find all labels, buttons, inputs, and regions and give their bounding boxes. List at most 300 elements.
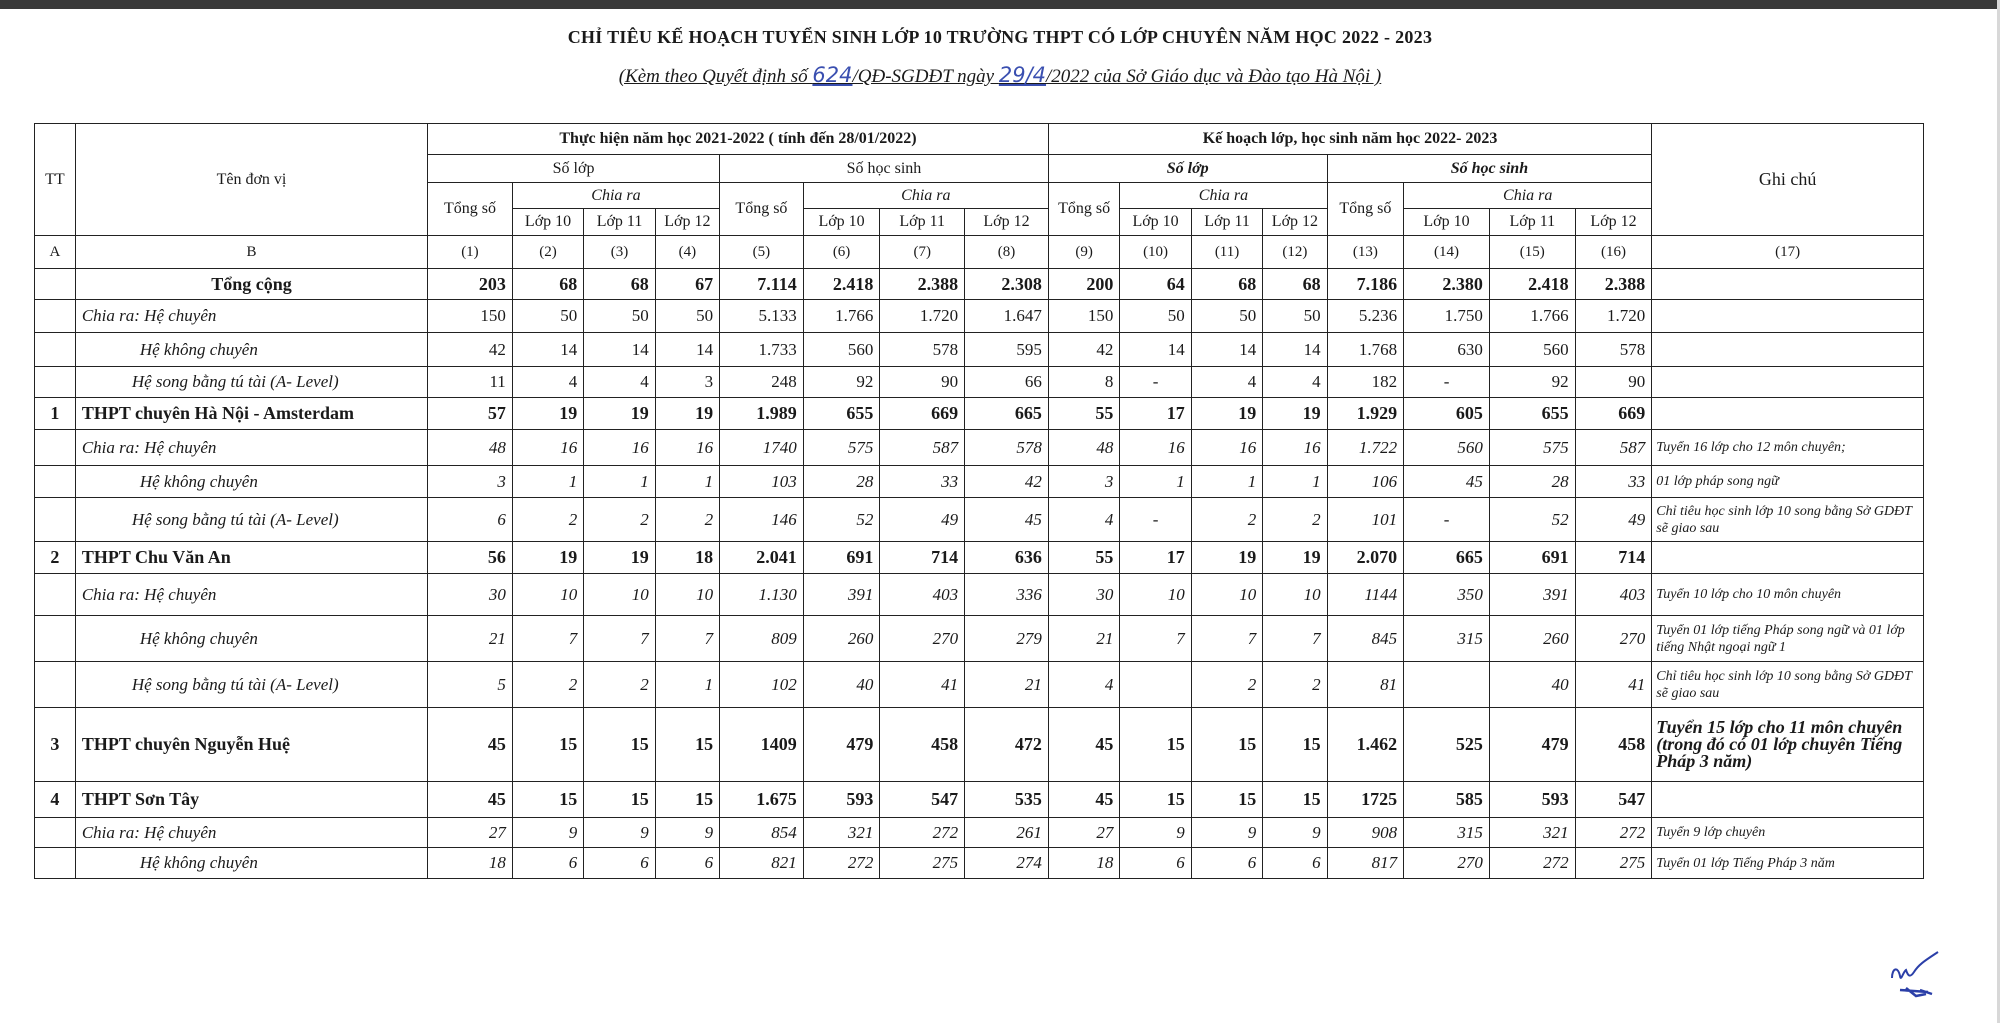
value-cell: 49 — [880, 498, 965, 542]
value-cell: 321 — [1489, 818, 1575, 848]
unit-name: THPT Sơn Tây — [75, 782, 427, 818]
value-cell: 1725 — [1327, 782, 1404, 818]
row-number — [35, 367, 76, 398]
unit-name: Chia ra: Hệ chuyên — [75, 574, 427, 616]
value-cell: 52 — [1489, 498, 1575, 542]
value-cell: 4 — [584, 367, 655, 398]
value-cell: 10 — [512, 574, 583, 616]
signature-mark — [1886, 950, 1946, 1008]
unit-name: Hệ song bằng tú tài (A- Level) — [75, 367, 427, 398]
note-cell: Tuyển 01 lớp tiếng Pháp song ngữ và 01 lớp tiếng Nhật ngoại ngữ 1 — [1652, 616, 1924, 662]
note-cell: Tuyển 9 lớp chuyên — [1652, 818, 1924, 848]
value-cell: 16 — [1191, 430, 1262, 466]
value-cell: 260 — [1489, 616, 1575, 662]
value-cell: 593 — [1489, 782, 1575, 818]
value-cell: 630 — [1404, 333, 1490, 367]
value-cell: 7 — [1263, 616, 1327, 662]
value-cell: 1.720 — [880, 300, 965, 333]
note-cell — [1652, 333, 1924, 367]
value-cell: 48 — [1048, 430, 1119, 466]
value-cell: 593 — [803, 782, 880, 818]
value-cell: 45 — [1048, 782, 1119, 818]
note-cell: Chỉ tiêu học sinh lớp 10 song bằng Sở GDĐT sẽ giao sau — [1652, 498, 1924, 542]
table-row — [35, 574, 1924, 616]
table-row — [35, 782, 1924, 818]
value-cell: 66 — [965, 367, 1049, 398]
value-cell: 17 — [1120, 542, 1191, 574]
value-cell: 68 — [1191, 269, 1262, 300]
value-cell: 203 — [428, 269, 513, 300]
unit-name: Chia ra: Hệ chuyên — [75, 818, 427, 848]
value-cell: 2 — [512, 498, 583, 542]
value-cell: 9 — [1263, 818, 1327, 848]
table-row — [35, 466, 1924, 498]
value-cell: 261 — [965, 818, 1049, 848]
value-cell: 274 — [965, 848, 1049, 879]
document-subtitle — [0, 63, 2000, 88]
table-row — [35, 542, 1924, 574]
value-cell: 272 — [803, 848, 880, 879]
value-cell: 2 — [655, 498, 719, 542]
header-lop10: Lớp 10 — [1404, 209, 1490, 236]
unit-name: Chia ra: Hệ chuyên — [75, 430, 427, 466]
value-cell: 28 — [803, 466, 880, 498]
value-cell: 2.388 — [880, 269, 965, 300]
decision-number: 624 — [812, 63, 853, 87]
value-cell: 1.733 — [720, 333, 804, 367]
value-cell: 52 — [803, 498, 880, 542]
row-number: 2 — [35, 542, 76, 574]
value-cell: 821 — [720, 848, 804, 879]
column-index-cell: A — [35, 236, 76, 269]
header-lop11: Lớp 11 — [584, 209, 655, 236]
value-cell: 7 — [1191, 616, 1262, 662]
value-cell: 1 — [655, 662, 719, 708]
value-cell: 90 — [880, 367, 965, 398]
value-cell: 3 — [428, 466, 513, 498]
header-lop12: Lớp 12 — [1575, 209, 1652, 236]
value-cell: 2 — [1263, 662, 1327, 708]
value-cell: 2 — [1191, 498, 1262, 542]
value-cell: 45 — [1404, 466, 1490, 498]
value-cell: 102 — [720, 662, 804, 708]
table-row — [35, 398, 1924, 430]
value-cell: 15 — [584, 708, 655, 782]
row-number — [35, 848, 76, 879]
unit-name: Hệ không chuyên — [75, 333, 427, 367]
note-cell: Tuyển 10 lớp cho 10 môn chuyên — [1652, 574, 1924, 616]
value-cell: 21 — [1048, 616, 1119, 662]
value-cell: 45 — [1048, 708, 1119, 782]
value-cell: 587 — [880, 430, 965, 466]
value-cell: 260 — [803, 616, 880, 662]
value-cell: 11 — [428, 367, 513, 398]
value-cell: 56 — [428, 542, 513, 574]
value-cell: 50 — [1263, 300, 1327, 333]
row-number — [35, 616, 76, 662]
value-cell: 19 — [584, 542, 655, 574]
column-index-cell: (12) — [1263, 236, 1327, 269]
value-cell: 2 — [1191, 662, 1262, 708]
value-cell: 16 — [655, 430, 719, 466]
value-cell: 3 — [655, 367, 719, 398]
value-cell: 92 — [803, 367, 880, 398]
value-cell: 21 — [428, 616, 513, 662]
value-cell: 575 — [1489, 430, 1575, 466]
value-cell: 272 — [1575, 818, 1652, 848]
value-cell: 14 — [1120, 333, 1191, 367]
row-number — [35, 333, 76, 367]
header-so-hoc-sinh-plan: Số học sinh — [1327, 155, 1652, 183]
value-cell: 15 — [512, 782, 583, 818]
value-cell: 7 — [512, 616, 583, 662]
column-index-cell: (4) — [655, 236, 719, 269]
value-cell: 525 — [1404, 708, 1490, 782]
value-cell: 336 — [965, 574, 1049, 616]
value-cell: 8 — [1048, 367, 1119, 398]
document-title: CHỈ TIÊU KẾ HOẠCH TUYỂN SINH LỚP 10 TRƯỜNG THPT CÓ LỚP CHUYÊN NĂM HỌC 2022 - 2023 — [567, 27, 1433, 47]
value-cell: 14 — [584, 333, 655, 367]
value-cell: 21 — [965, 662, 1049, 708]
value-cell: 45 — [428, 708, 513, 782]
header-lop10: Lớp 10 — [803, 209, 880, 236]
value-cell: 41 — [1575, 662, 1652, 708]
subtitle-suffix: /2022 của Sở Giáo dục và Đào tạo Hà Nội ) — [1046, 66, 1382, 87]
value-cell: 106 — [1327, 466, 1404, 498]
value-cell: 479 — [803, 708, 880, 782]
value-cell: 67 — [655, 269, 719, 300]
note-cell — [1652, 782, 1924, 818]
value-cell: 1 — [512, 466, 583, 498]
value-cell: 15 — [584, 782, 655, 818]
value-cell: 1144 — [1327, 574, 1404, 616]
value-cell: 3 — [1048, 466, 1119, 498]
value-cell: 15 — [1191, 708, 1262, 782]
note-cell — [1652, 300, 1924, 333]
column-index-cell: (5) — [720, 236, 804, 269]
value-cell: 560 — [1404, 430, 1490, 466]
value-cell: 560 — [1489, 333, 1575, 367]
value-cell: 2.041 — [720, 542, 804, 574]
value-cell: 42 — [1048, 333, 1119, 367]
value-cell: 1740 — [720, 430, 804, 466]
unit-name: Hệ không chuyên — [75, 848, 427, 879]
value-cell: 578 — [880, 333, 965, 367]
value-cell: 605 — [1404, 398, 1490, 430]
value-cell: 585 — [1404, 782, 1490, 818]
value-cell: 403 — [1575, 574, 1652, 616]
value-cell: 908 — [1327, 818, 1404, 848]
header-lop12: Lớp 12 — [655, 209, 719, 236]
value-cell: 200 — [1048, 269, 1119, 300]
header-tong-so: Tổng số — [1327, 183, 1404, 236]
value-cell: 279 — [965, 616, 1049, 662]
value-cell: 1.720 — [1575, 300, 1652, 333]
value-cell: 10 — [655, 574, 719, 616]
row-number: 4 — [35, 782, 76, 818]
value-cell: 1 — [1263, 466, 1327, 498]
value-cell: 669 — [1575, 398, 1652, 430]
value-cell: 19 — [584, 398, 655, 430]
value-cell: 5.133 — [720, 300, 804, 333]
header-chia-ra: Chia ra — [512, 183, 719, 209]
value-cell: 33 — [1575, 466, 1652, 498]
value-cell: 7 — [1120, 616, 1191, 662]
header-lop12: Lớp 12 — [965, 209, 1049, 236]
value-cell: 1 — [655, 466, 719, 498]
value-cell: 15 — [1263, 708, 1327, 782]
value-cell: 68 — [1263, 269, 1327, 300]
value-cell: 272 — [1489, 848, 1575, 879]
value-cell: 15 — [1191, 782, 1262, 818]
unit-name: Hệ không chuyên — [75, 466, 427, 498]
value-cell: 4 — [1263, 367, 1327, 398]
row-number — [35, 574, 76, 616]
value-cell: 2.418 — [803, 269, 880, 300]
value-cell: 7 — [584, 616, 655, 662]
note-cell: Tuyển 01 lớp Tiếng Pháp 3 năm — [1652, 848, 1924, 879]
table-row — [35, 616, 1924, 662]
value-cell: 15 — [655, 782, 719, 818]
row-number: 3 — [35, 708, 76, 782]
value-cell: 7.186 — [1327, 269, 1404, 300]
value-cell: 150 — [428, 300, 513, 333]
value-cell: 479 — [1489, 708, 1575, 782]
column-index-cell: (16) — [1575, 236, 1652, 269]
value-cell: 587 — [1575, 430, 1652, 466]
value-cell: 10 — [1263, 574, 1327, 616]
value-cell — [1120, 662, 1191, 708]
value-cell: 68 — [512, 269, 583, 300]
column-index-cell: (1) — [428, 236, 513, 269]
value-cell: 2 — [584, 498, 655, 542]
value-cell: 10 — [584, 574, 655, 616]
value-cell: 1 — [1120, 466, 1191, 498]
value-cell: 15 — [1263, 782, 1327, 818]
value-cell: 19 — [655, 398, 719, 430]
value-cell: 391 — [803, 574, 880, 616]
value-cell: 103 — [720, 466, 804, 498]
row-number — [35, 818, 76, 848]
value-cell: 14 — [655, 333, 719, 367]
header-lop11: Lớp 11 — [1489, 209, 1575, 236]
column-index-cell: (14) — [1404, 236, 1490, 269]
value-cell: 669 — [880, 398, 965, 430]
value-cell: 275 — [880, 848, 965, 879]
value-cell: 809 — [720, 616, 804, 662]
column-index-cell: (9) — [1048, 236, 1119, 269]
value-cell: 691 — [1489, 542, 1575, 574]
value-cell: 27 — [1048, 818, 1119, 848]
value-cell: 45 — [428, 782, 513, 818]
value-cell: 854 — [720, 818, 804, 848]
header-so-hoc-sinh: Số học sinh — [720, 155, 1049, 183]
value-cell: 6 — [1120, 848, 1191, 879]
column-index-cell: (15) — [1489, 236, 1575, 269]
value-cell: 81 — [1327, 662, 1404, 708]
value-cell: 1.989 — [720, 398, 804, 430]
value-cell: 665 — [965, 398, 1049, 430]
value-cell: 547 — [1575, 782, 1652, 818]
row-number — [35, 466, 76, 498]
column-index-cell: (7) — [880, 236, 965, 269]
value-cell: 1.766 — [1489, 300, 1575, 333]
value-cell: 14 — [512, 333, 583, 367]
value-cell: 49 — [1575, 498, 1652, 542]
value-cell: 40 — [1489, 662, 1575, 708]
value-cell: 30 — [1048, 574, 1119, 616]
table-row — [35, 367, 1924, 398]
value-cell — [1404, 662, 1490, 708]
value-cell: 6 — [584, 848, 655, 879]
value-cell: 28 — [1489, 466, 1575, 498]
value-cell: 5 — [428, 662, 513, 708]
header-notes: Ghi chú — [1652, 124, 1924, 236]
value-cell: 578 — [1575, 333, 1652, 367]
value-cell: 6 — [655, 848, 719, 879]
table-row — [35, 333, 1924, 367]
value-cell: 272 — [880, 818, 965, 848]
value-cell: 1 — [1191, 466, 1262, 498]
note-cell — [1652, 367, 1924, 398]
unit-name: Chia ra: Hệ chuyên — [75, 300, 427, 333]
value-cell: 42 — [428, 333, 513, 367]
value-cell: 101 — [1327, 498, 1404, 542]
header-chia-ra: Chia ra — [1404, 183, 1652, 209]
value-cell: 1.675 — [720, 782, 804, 818]
column-index-cell: (6) — [803, 236, 880, 269]
value-cell: 2.388 — [1575, 269, 1652, 300]
value-cell: 321 — [803, 818, 880, 848]
value-cell: 2 — [1263, 498, 1327, 542]
value-cell: 350 — [1404, 574, 1490, 616]
value-cell: 18 — [655, 542, 719, 574]
value-cell: 57 — [428, 398, 513, 430]
note-cell: Tuyển 15 lớp cho 11 môn chuyên (trong đó có 01 lớp chuyên Tiếng Pháp 3 năm) — [1652, 708, 1924, 782]
value-cell: 150 — [1048, 300, 1119, 333]
value-cell: 714 — [1575, 542, 1652, 574]
value-cell: - — [1404, 498, 1490, 542]
value-cell: 4 — [1191, 367, 1262, 398]
value-cell: 1.768 — [1327, 333, 1404, 367]
value-cell: 595 — [965, 333, 1049, 367]
value-cell: 2.308 — [965, 269, 1049, 300]
value-cell: 41 — [880, 662, 965, 708]
header-group-2022: Kế hoạch lớp, học sinh năm học 2022- 2023 — [1048, 124, 1651, 155]
value-cell: 1.929 — [1327, 398, 1404, 430]
value-cell: 4 — [1048, 498, 1119, 542]
value-cell: 19 — [1191, 398, 1262, 430]
value-cell: 50 — [1191, 300, 1262, 333]
value-cell: 270 — [880, 616, 965, 662]
value-cell: 9 — [584, 818, 655, 848]
value-cell: 655 — [803, 398, 880, 430]
value-cell: 15 — [1120, 782, 1191, 818]
value-cell: 14 — [1263, 333, 1327, 367]
value-cell: 6 — [428, 498, 513, 542]
value-cell: 182 — [1327, 367, 1404, 398]
value-cell: 64 — [1120, 269, 1191, 300]
value-cell: 391 — [1489, 574, 1575, 616]
value-cell: 50 — [655, 300, 719, 333]
value-cell: 19 — [512, 542, 583, 574]
note-cell — [1652, 398, 1924, 430]
table-row — [35, 848, 1924, 879]
value-cell: - — [1120, 367, 1191, 398]
value-cell: 16 — [512, 430, 583, 466]
decision-date: 29/4 — [998, 63, 1047, 87]
value-cell: 18 — [1048, 848, 1119, 879]
column-index-cell: (2) — [512, 236, 583, 269]
value-cell: 15 — [655, 708, 719, 782]
value-cell: 665 — [1404, 542, 1490, 574]
value-cell: 248 — [720, 367, 804, 398]
value-cell: 458 — [1575, 708, 1652, 782]
header-group-2021: Thực hiện năm học 2021-2022 ( tính đến 28/01/2022) — [428, 124, 1049, 155]
column-index-row — [35, 236, 1924, 269]
value-cell: 2.380 — [1404, 269, 1490, 300]
value-cell: 68 — [584, 269, 655, 300]
subtitle-prefix: (Kèm theo Quyết định số — [618, 66, 813, 87]
column-index-cell: B — [75, 236, 427, 269]
value-cell: 50 — [512, 300, 583, 333]
header-unit: Tên đơn vị — [75, 124, 427, 236]
value-cell: 845 — [1327, 616, 1404, 662]
note-cell — [1652, 269, 1924, 300]
column-index-cell: (13) — [1327, 236, 1404, 269]
note-cell: Chỉ tiêu học sinh lớp 10 song bằng Sở GDĐT sẽ giao sau — [1652, 662, 1924, 708]
unit-name: THPT chuyên Hà Nội - Amsterdam — [75, 398, 427, 430]
value-cell: 16 — [1120, 430, 1191, 466]
value-cell: 5.236 — [1327, 300, 1404, 333]
header-lop10: Lớp 10 — [512, 209, 583, 236]
note-cell: 01 lớp pháp song ngữ — [1652, 466, 1924, 498]
header-tt: TT — [35, 124, 76, 236]
value-cell: 315 — [1404, 616, 1490, 662]
row-number — [35, 662, 76, 708]
value-cell: 18 — [428, 848, 513, 879]
note-cell — [1652, 542, 1924, 574]
value-cell: 1.130 — [720, 574, 804, 616]
value-cell: 48 — [428, 430, 513, 466]
header-tong-so: Tổng số — [1048, 183, 1119, 236]
value-cell: 4 — [512, 367, 583, 398]
header-lop12: Lớp 12 — [1263, 209, 1327, 236]
value-cell: 10 — [1191, 574, 1262, 616]
value-cell: 27 — [428, 818, 513, 848]
column-index-cell: (11) — [1191, 236, 1262, 269]
value-cell: 40 — [803, 662, 880, 708]
table-row — [35, 430, 1924, 466]
value-cell: 458 — [880, 708, 965, 782]
value-cell: 691 — [803, 542, 880, 574]
column-index-cell: (3) — [584, 236, 655, 269]
unit-name: Hệ song bằng tú tài (A- Level) — [75, 662, 427, 708]
header-chia-ra: Chia ra — [1120, 183, 1327, 209]
value-cell: 1.750 — [1404, 300, 1490, 333]
header-so-lop: Số lớp — [428, 155, 720, 183]
unit-name: Hệ không chuyên — [75, 616, 427, 662]
header-tong-so: Tổng số — [428, 183, 513, 236]
value-cell: 90 — [1575, 367, 1652, 398]
value-cell: 19 — [512, 398, 583, 430]
value-cell: 146 — [720, 498, 804, 542]
value-cell: 30 — [428, 574, 513, 616]
row-number — [35, 430, 76, 466]
value-cell: 55 — [1048, 542, 1119, 574]
value-cell: 547 — [880, 782, 965, 818]
column-index-cell: (17) — [1652, 236, 1924, 269]
